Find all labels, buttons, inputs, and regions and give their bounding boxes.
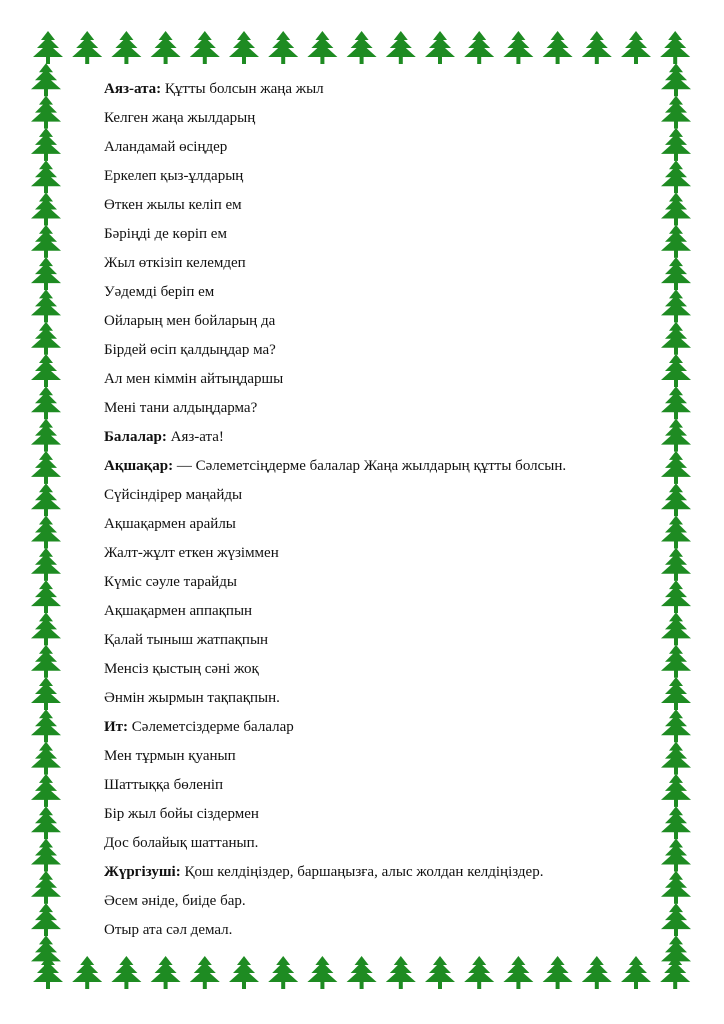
christmas-tree-icon bbox=[111, 31, 141, 64]
line-text: Мен тұрмын қуанып bbox=[104, 748, 236, 764]
christmas-tree-icon bbox=[151, 956, 181, 989]
text-line bbox=[104, 775, 664, 804]
line-text: Өткен жылы келіп ем bbox=[104, 197, 242, 213]
text-line bbox=[104, 195, 664, 224]
christmas-tree-icon bbox=[661, 645, 691, 678]
christmas-tree-icon bbox=[31, 612, 61, 645]
text-line bbox=[104, 340, 664, 369]
line-text: Ойларың мен бойларың да bbox=[104, 313, 276, 329]
text-line bbox=[104, 514, 664, 543]
christmas-tree-icon bbox=[661, 419, 691, 452]
christmas-tree-icon bbox=[31, 742, 61, 775]
text-line bbox=[104, 630, 664, 659]
line-text: Бәріңді де көріп ем bbox=[104, 226, 227, 242]
christmas-tree-icon bbox=[661, 548, 691, 581]
text-line bbox=[104, 166, 664, 195]
text-line bbox=[104, 485, 664, 514]
line-text: Ақшақармен арайлы bbox=[104, 516, 236, 532]
line-text: Мені тани алдыңдарма? bbox=[104, 400, 258, 416]
text-line bbox=[104, 311, 664, 340]
christmas-tree-icon bbox=[661, 63, 691, 96]
text-line bbox=[104, 833, 664, 862]
line-text: Әсем әніде, биіде бар. bbox=[104, 893, 246, 909]
christmas-tree-icon bbox=[268, 956, 298, 989]
christmas-tree-icon bbox=[31, 806, 61, 839]
text-line bbox=[104, 746, 664, 775]
christmas-tree-icon bbox=[661, 451, 691, 484]
christmas-tree-icon bbox=[31, 289, 61, 322]
line-text: Сүйсіндірер маңайды bbox=[104, 487, 243, 503]
christmas-tree-icon bbox=[661, 128, 691, 161]
christmas-tree-icon bbox=[347, 31, 377, 64]
line-text: Ал мен кіммін айтыңдаршы bbox=[104, 371, 284, 387]
christmas-tree-icon bbox=[31, 483, 61, 516]
text-line bbox=[104, 398, 664, 427]
christmas-tree-icon bbox=[31, 257, 61, 290]
text-line bbox=[104, 137, 664, 166]
christmas-tree-icon bbox=[503, 956, 533, 989]
christmas-tree-icon bbox=[660, 31, 690, 64]
text-line bbox=[104, 108, 664, 137]
text-line bbox=[104, 572, 664, 601]
christmas-tree-icon bbox=[582, 31, 612, 64]
christmas-tree-icon bbox=[661, 386, 691, 419]
line-text: Қош келдіңіздер, баршаңызға, алыс жолдан келдіңіздер. bbox=[180, 864, 544, 880]
line-text: Аяз-ата! bbox=[166, 429, 224, 445]
line-text: Сәлеметсіздерме балалар bbox=[128, 719, 294, 735]
christmas-tree-icon bbox=[661, 516, 691, 549]
christmas-tree-icon bbox=[386, 956, 416, 989]
christmas-tree-icon bbox=[661, 160, 691, 193]
christmas-tree-icon bbox=[661, 806, 691, 839]
christmas-tree-icon bbox=[386, 31, 416, 64]
christmas-tree-icon bbox=[661, 289, 691, 322]
christmas-tree-icon bbox=[425, 956, 455, 989]
christmas-tree-icon bbox=[31, 516, 61, 549]
speaker-name: Балалар: bbox=[104, 429, 167, 445]
text-line bbox=[104, 717, 664, 746]
line-text: Бір жыл бойы сіздермен bbox=[104, 806, 259, 822]
christmas-tree-icon bbox=[661, 225, 691, 258]
christmas-tree-icon bbox=[72, 31, 102, 64]
christmas-tree-icon bbox=[31, 935, 61, 968]
line-text: Келген жаңа жылдарың bbox=[104, 110, 256, 126]
christmas-tree-icon bbox=[661, 677, 691, 710]
christmas-tree-icon bbox=[661, 612, 691, 645]
text-line bbox=[104, 427, 664, 456]
christmas-tree-icon bbox=[661, 903, 691, 936]
speaker-name: Ақшақар: bbox=[104, 458, 174, 474]
christmas-tree-icon bbox=[661, 839, 691, 872]
text-line bbox=[104, 920, 664, 949]
christmas-tree-icon bbox=[661, 774, 691, 807]
christmas-tree-icon bbox=[347, 956, 377, 989]
christmas-tree-icon bbox=[31, 354, 61, 387]
speaker-name: Аяз-ата: bbox=[104, 81, 162, 97]
christmas-tree-icon bbox=[661, 193, 691, 226]
line-text: Шаттыққа бөленіп bbox=[104, 777, 224, 793]
christmas-tree-icon bbox=[31, 903, 61, 936]
christmas-tree-icon bbox=[31, 386, 61, 419]
line-text: Ақшақармен аппақпын bbox=[104, 603, 253, 619]
christmas-tree-icon bbox=[582, 956, 612, 989]
christmas-tree-icon bbox=[268, 31, 298, 64]
line-text: Бірдей өсіп қалдыңдар ма? bbox=[104, 342, 276, 358]
text-line bbox=[104, 79, 664, 108]
christmas-tree-icon bbox=[661, 322, 691, 355]
christmas-tree-icon bbox=[661, 709, 691, 742]
christmas-tree-icon bbox=[31, 63, 61, 96]
text-line bbox=[104, 862, 664, 891]
christmas-tree-icon bbox=[31, 580, 61, 613]
christmas-tree-icon bbox=[190, 31, 220, 64]
christmas-tree-icon bbox=[661, 580, 691, 613]
christmas-tree-icon bbox=[31, 871, 61, 904]
script-text bbox=[104, 79, 664, 949]
christmas-tree-icon bbox=[543, 31, 573, 64]
line-text: Аландамай өсіңдер bbox=[104, 139, 228, 155]
christmas-tree-icon bbox=[31, 128, 61, 161]
christmas-tree-icon bbox=[31, 645, 61, 678]
line-text: Уәдемді беріп ем bbox=[104, 284, 215, 300]
christmas-tree-icon bbox=[229, 31, 259, 64]
christmas-tree-icon bbox=[31, 322, 61, 355]
christmas-tree-icon bbox=[72, 956, 102, 989]
line-text: Күміс сәуле тарайды bbox=[104, 574, 237, 590]
text-line bbox=[104, 369, 664, 398]
christmas-tree-icon bbox=[31, 677, 61, 710]
christmas-tree-icon bbox=[661, 871, 691, 904]
christmas-tree-icon bbox=[31, 839, 61, 872]
line-text: Отыр ата сәл демал. bbox=[104, 922, 233, 938]
text-line bbox=[104, 543, 664, 572]
text-line bbox=[104, 253, 664, 282]
christmas-tree-icon bbox=[33, 31, 63, 64]
christmas-tree-icon bbox=[621, 956, 651, 989]
line-text: Жыл өткізіп келемдеп bbox=[104, 255, 246, 271]
christmas-tree-icon bbox=[661, 483, 691, 516]
christmas-tree-icon bbox=[31, 225, 61, 258]
christmas-tree-icon bbox=[543, 956, 573, 989]
christmas-tree-icon bbox=[31, 193, 61, 226]
speaker-name: Ит: bbox=[104, 719, 129, 735]
christmas-tree-icon bbox=[31, 160, 61, 193]
christmas-tree-icon bbox=[31, 96, 61, 129]
text-line bbox=[104, 804, 664, 833]
text-line bbox=[104, 688, 664, 717]
christmas-tree-icon bbox=[621, 31, 651, 64]
line-text: Дос болайық шаттанып. bbox=[104, 835, 259, 851]
christmas-tree-icon bbox=[229, 956, 259, 989]
line-text: — Сәлеметсіңдерме балалар Жаңа жылдарың құтты болсын. bbox=[173, 458, 567, 474]
christmas-tree-icon bbox=[661, 742, 691, 775]
text-line bbox=[104, 224, 664, 253]
text-line bbox=[104, 601, 664, 630]
text-line bbox=[104, 659, 664, 688]
line-text: Әнмін жырмын тақпақпын. bbox=[104, 690, 280, 706]
christmas-tree-icon bbox=[151, 31, 181, 64]
line-text: Қалай тыныш жатпақпын bbox=[104, 632, 269, 648]
christmas-tree-icon bbox=[307, 31, 337, 64]
christmas-tree-icon bbox=[661, 257, 691, 290]
christmas-tree-icon bbox=[464, 31, 494, 64]
line-text: Жалт-жұлт еткен жүзіммен bbox=[104, 545, 279, 561]
speaker-name: Жүргізуші: bbox=[104, 864, 181, 880]
christmas-tree-icon bbox=[425, 31, 455, 64]
christmas-tree-icon bbox=[464, 956, 494, 989]
christmas-tree-icon bbox=[31, 451, 61, 484]
christmas-tree-icon bbox=[31, 709, 61, 742]
christmas-tree-icon bbox=[190, 956, 220, 989]
text-line bbox=[104, 456, 664, 485]
line-text: Құтты болсын жаңа жыл bbox=[161, 81, 324, 97]
christmas-tree-icon bbox=[503, 31, 533, 64]
christmas-tree-icon bbox=[111, 956, 141, 989]
text-line bbox=[104, 282, 664, 311]
christmas-tree-icon bbox=[661, 935, 691, 968]
christmas-tree-icon bbox=[661, 96, 691, 129]
line-text: Еркелеп қыз-ұлдарың bbox=[104, 168, 244, 184]
christmas-tree-icon bbox=[31, 548, 61, 581]
text-line bbox=[104, 891, 664, 920]
christmas-tree-icon bbox=[307, 956, 337, 989]
christmas-tree-icon bbox=[661, 354, 691, 387]
christmas-tree-icon bbox=[31, 419, 61, 452]
christmas-tree-icon bbox=[31, 774, 61, 807]
line-text: Менсіз қыстың сәні жоқ bbox=[104, 661, 259, 677]
